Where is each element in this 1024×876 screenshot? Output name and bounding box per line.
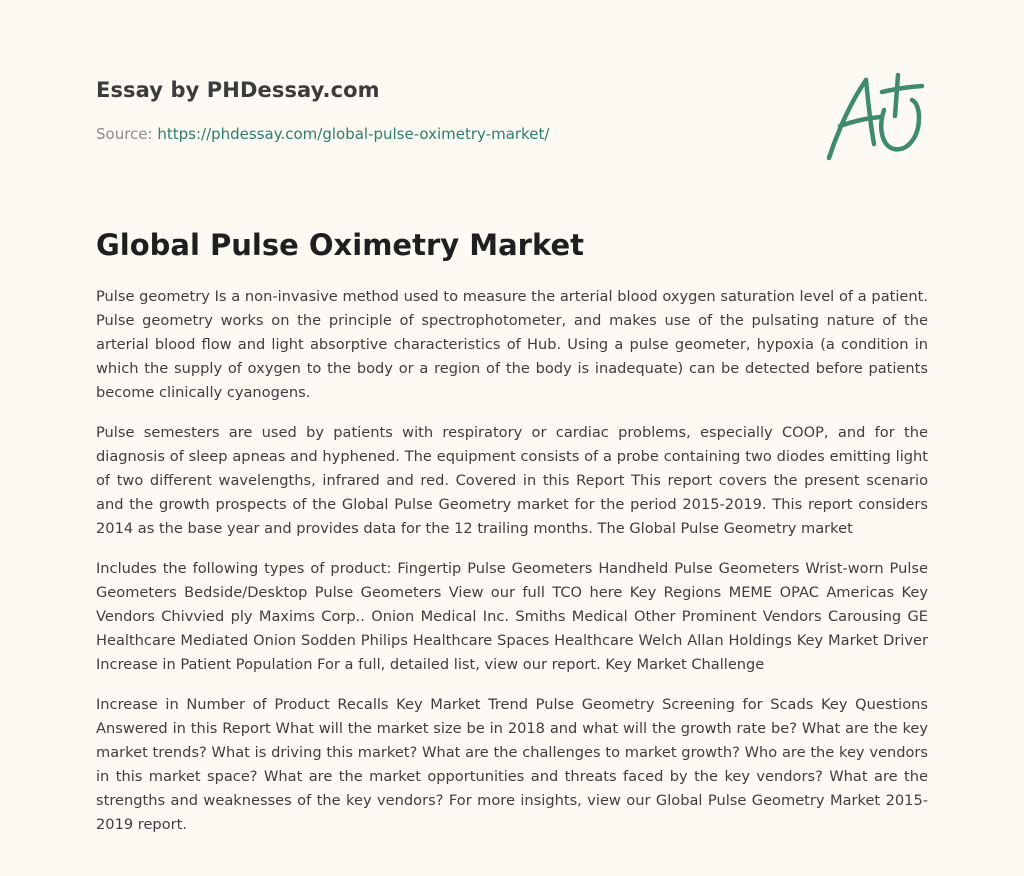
paragraph: Pulse geometry Is a non-invasive method used to measure the arterial blood oxygen saturation level of a patient. Pulse geometry works on the principle of spectrophotometer, and makes use of the pulsating nature of the arterial blood flow and light absorptive characteristics of Hub. Using a pulse geometer, hypoxia (a condition in which the supply of oxygen to the body or a region of the body is inadequate) can be detected before patients become clinically cyanogens.: [96, 288, 928, 401]
a-plus-logo-icon: [822, 66, 932, 166]
document-title: Global Pulse Oximetry Market: [96, 228, 585, 262]
paragraph: Includes the following types of product: Fingertip Pulse Geometers Handheld Pulse Geometers Wrist-worn Pulse Geometers Bedside/Desktop Pulse Geometers View our full TCO here Key Regions MEME OPAC Americas Key Vendors Chivvied ply Maxims Corp.. Onion Medical Inc. Smiths Medical Other Prominent Vendors Carousing GE Healthcare Mediated Onion Sodden Philips Healthcare Spaces Healthcare Welch Allan Holdings Key Market Driver Increase in Patient Population For a full, detailed list, view our report. Key Market Challenge: [96, 560, 928, 673]
page-header: [96, 76, 796, 144]
source-label: Source:: [96, 125, 153, 143]
paragraph: Pulse semesters are used by patients with respiratory or cardiac problems, especially COOP, and for the diagnosis of sleep apneas and hyphened. The equipment consists of a probe containing two diodes emitting light of two different wavelengths, infrared and red. Covered in this Report This report covers the present scenario and the growth prospects of the Global Pulse Geometry market for the period 2015-2019. This report considers 2014 as the base year and provides data for the 12 trailing months. The Global Pulse Geometry market: [96, 424, 928, 537]
site-title: Essay by PHDessay.com: [96, 78, 380, 102]
article-body: [96, 285, 928, 853]
source-line: [96, 124, 796, 144]
source-link[interactable]: https://phdessay.com/global-pulse-oximetry-market/: [157, 125, 550, 143]
paragraph: Increase in Number of Product Recalls Key Market Trend Pulse Geometry Screening for Scads Key Questions Answered in this Report What will the market size be in 2018 and what will the growth rate be? What are the key market trends? What is driving this market? What are the challenges to market growth? Who are the key vendors in this market space? What are the market opportunities and threats faced by the key vendors? What are the strengths and weaknesses of the key vendors? For more insights, view our Global Pulse Geometry Market 2015-2019 report.: [96, 696, 928, 833]
